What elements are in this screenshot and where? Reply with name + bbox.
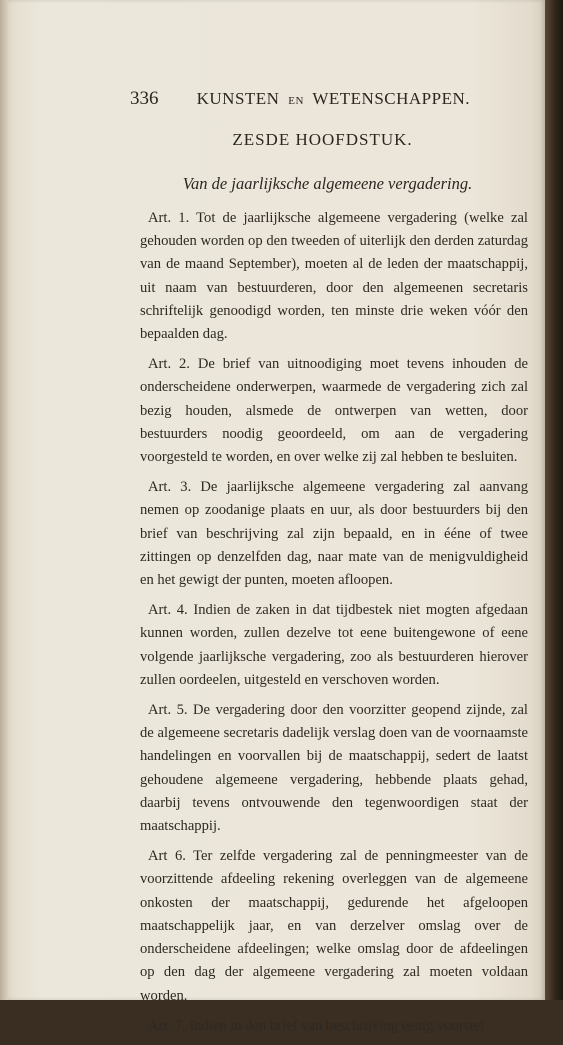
article-2: Art. 2. De brief van uitnoodiging moet tevens inhouden de onderscheidene onderwerpen, waarmede de vergadering zich zal bezig houden, alsmede de ontwerpen van wetten, door bestuurders noodig geoordeeld, om aan de vergadering voorgesteld te worden, en over welke zij zal hebben te besluiten. (140, 356, 528, 466)
running-head-part3: WETENSCHAPPEN. (312, 89, 470, 108)
book-spine (545, 0, 563, 1000)
article-1: Art. 1. Tot de jaarlijksche algemeene vergadering (welke zal gehouden worden op den tweeden of uiterlijk den derden zaturdag van de maand September), moeten al de leden der maatschappij, uit naam van bestuurderen, door den algemeenen secretaris schriftelijk genoodigd worden, ten minste drie weken vóór den bepaalden dag. (140, 210, 528, 343)
page-left-edge (0, 0, 8, 1000)
running-head-part1: KUNSTEN (196, 89, 280, 108)
section-title: Van de jaarlijksche algemeene vergadering. (182, 174, 473, 193)
running-head (197, 89, 470, 109)
article-4: Art. 4. Indien de zaken in dat tijdbestek niet mogten afgedaan kunnen worden, zullen dezelve tot eene buitengewone of eene volgende jaarlijksche vergadering, zoo als bestuurderen hierover zullen oordeelen, uitgesteld en verschoven worden. (140, 602, 528, 688)
running-head-part2: EN (288, 95, 304, 107)
chapter-title: ZESDE HOOFDSTUK. (232, 130, 413, 149)
page-header (130, 88, 470, 110)
article-7: Art. 7. Indien in den brief van beschrijving eenig voorstel (148, 1017, 484, 1034)
body-text (140, 207, 528, 1045)
article-6: Art 6. Ter zelfde vergadering zal de penningmeester van de voorzittende afdeeling rekening overleggen van de algemeene onkosten der maatschappij, gedurende het afgeloopen maatschappelijk jaar, en van derzelver omslag over de onderscheidene afdeelingen; welke omslag door de afdeelingen op den dag der algemeene vergadering zal moeten voldaan worden. (140, 848, 528, 1004)
page-number: 336 (130, 88, 159, 109)
article-5: Art. 5. De vergadering door den voorzitter geopend zijnde, zal de algemeene secretaris dadelijk verslag doen van de voornaamste handelingen en voorvallen bij de maatschappij, sedert de laatst gehoudene algemeene vergadering, hebbende plaats gehad, daarbij tevens ontvouwende den tegenwoordigen staat der maatschappij. (140, 702, 528, 835)
article-3: Art. 3. De jaarlijksche algemeene vergadering zal aanvang nemen op zoodanige plaats en uur, als door bestuurders bij den brief van beschrijving zal zijn bepaald, en in ééne of twee zittingen op denzelfden dag, naar mate van de menigvuldigheid en het gewigt der punten, moeten afloopen. (140, 479, 528, 589)
